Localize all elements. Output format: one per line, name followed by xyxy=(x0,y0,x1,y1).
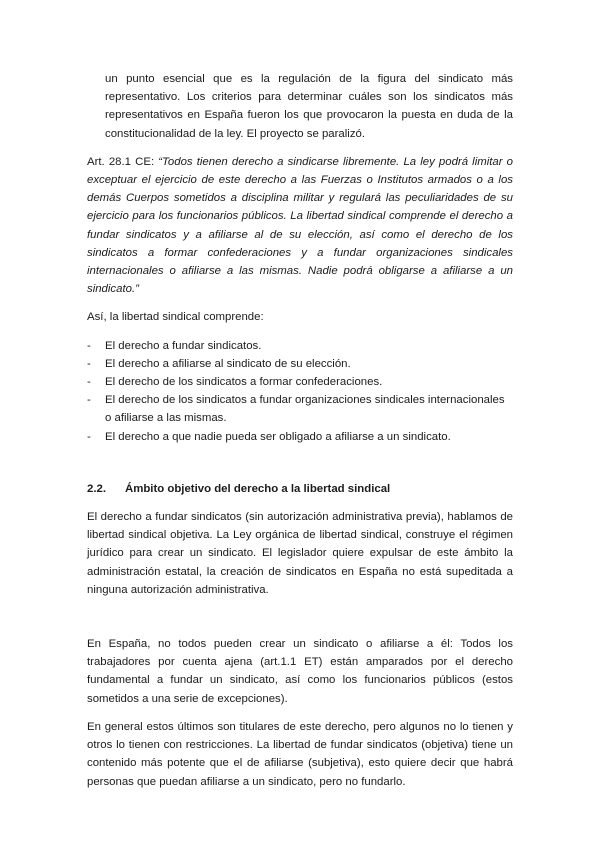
list-bullet: - xyxy=(87,339,91,352)
list-item xyxy=(87,391,513,427)
list-item xyxy=(87,373,513,391)
section-number: 2.2. xyxy=(87,482,106,495)
list-item xyxy=(87,337,513,355)
body-paragraph: El derecho a fundar sindicatos (sin autorización administrativa previa), hablamos de libertad sindical objetiva. La Ley orgánica de libertad sindical, construye el régimen jurídico para crear un sindicato. El legislador quiere expulsar de este ámbito la administración estatal, la creación de sindicatos en España no está supeditada a ninguna autorización administrativa. xyxy=(87,511,513,596)
list-item-text: El derecho de los sindicatos a fundar organizaciones sindicales internacionales o afiliarse a las mismas. xyxy=(105,394,505,425)
list-bullet: - xyxy=(87,357,91,370)
rights-list xyxy=(87,337,513,446)
body-paragraph: En España, no todos pueden crear un sindicato o afiliarse a él: Todos los trabajadores por cuenta ajena (art.1.1 ET) están amparados por el derecho fundamental a fundar un sindicato, así como los funcionarios públicos (estos sometidos a una serie de excepciones). xyxy=(87,638,513,705)
list-item xyxy=(87,355,513,373)
list-bullet: - xyxy=(87,376,91,389)
list-item xyxy=(87,428,513,446)
list-item-text: El derecho a afiliarse al sindicato de su elección. xyxy=(105,357,351,370)
quote-label: Art. 28.1 CE: xyxy=(87,155,159,168)
quote-text: “Todos tienen derecho a sindicarse libremente. La ley podrá limitar o exceptuar el ejercicio de este derecho a las Fuerzas o Institutos armados o a los demás Cuerpos sometidos a disciplina militar y regulará las peculiaridades de su ejercicio para los funcionarios públicos. La libertad sindical comprende el derecho a fundar sindicatos y a afiliarse al de su elección, así como el derecho de los sindicatos a formar confederaciones y a fundar organizaciones sindicales internacionales o afiliarse a las mismas. Nadie podrá obligarse a afiliarse a un sindicato.” xyxy=(87,155,513,296)
section-heading xyxy=(87,480,513,498)
list-item-text: El derecho a fundar sindicatos. xyxy=(105,339,262,352)
list-bullet: - xyxy=(87,430,91,443)
list-item-text: El derecho a que nadie pueda ser obligado a afiliarse a un sindicato. xyxy=(105,430,451,443)
list-intro: Así, la libertad sindical comprende: xyxy=(87,311,264,324)
body-paragraph: En general estos últimos son titulares de este derecho, pero algunos no lo tienen y otros lo tienen con restricciones. La libertad de fundar sindicatos (objetiva) tiene un contenido más potente que el de afiliarse (subjetiva), esto quiere decir que habrá personas que puedan afiliarse a un sindicato, pero no fundarlo. xyxy=(87,720,513,788)
intro-paragraph: un punto esencial que es la regulación de la figura del sindicato más representativo. Los criterios para determinar cuáles son los sindicatos más representativos en España fueron los que provocaron la puesta en duda de la constitucionalidad de la ley. El proyecto se paralizó. xyxy=(105,73,513,140)
section-title: Ámbito objetivo del derecho a la libertad sindical xyxy=(125,482,391,495)
list-bullet: - xyxy=(87,394,91,407)
list-item-text: El derecho de los sindicatos a formar confederaciones. xyxy=(105,376,383,389)
constitution-quote xyxy=(87,153,513,299)
